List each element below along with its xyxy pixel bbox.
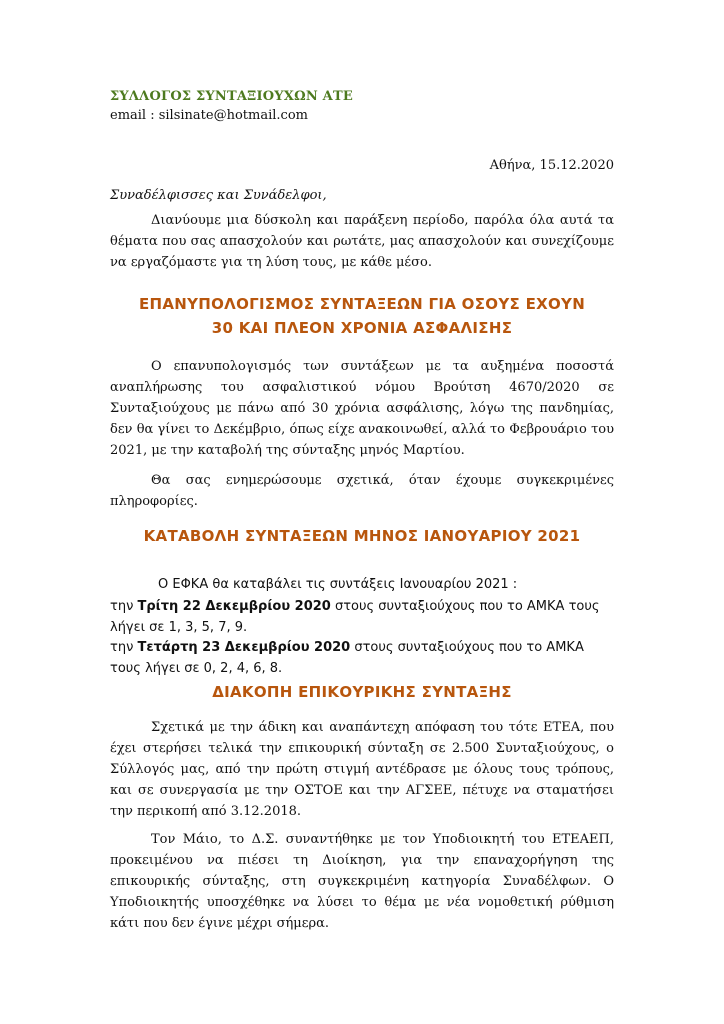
section1-paragraph2: Θα σας ενημερώσουμε σχετικά, όταν έχουμε συγκεκριμένες πληροφορίες.	[110, 473, 614, 509]
payment-item-2-prefix: την	[110, 640, 138, 655]
date-line: Αθήνα, 15.12.2020	[489, 158, 614, 173]
payment-item-2	[110, 637, 614, 679]
intro-paragraph: Διανύουμε μια δύσκολη και παράξενη περίοδο, παρόλα όλα αυτά τα θέματα που σας απασχολούν και ρωτάτε, μας απασχολούν και συνεχίζουμε να εργαζόμαστε για τη λύση τους, με κάθε μέσο.	[110, 213, 614, 270]
payment-item-1-prefix: την	[110, 599, 138, 614]
payment-item-2-date: Τετάρτη 23 Δεκεμβρίου 2020	[137, 640, 351, 655]
greeting: Συναδέλφισσες και Συνάδελφοι,	[110, 188, 327, 203]
payment-item-1	[110, 596, 614, 638]
payment-item-1-date: Τρίτη 22 Δεκεμβρίου 2020	[137, 599, 331, 614]
section3-paragraph2: Τον Μάιο, το Δ.Σ. συναντήθηκε με τον Υποδιοικητή του ΕΤΕΑΕΠ, προκειμένου να πιέσει τη Διοίκηση, για την επαναχορήγηση της επικουρικής σύνταξης, στη συγκεκριμένη κατηγορία Συναδέλφων. Ο Υποδιοικητής υποσχέθηκε να λύσει το θέμα με νέα νομοθετική ρύθμιση κάτι που δεν έγινε μέχρι σήμερα.	[110, 832, 614, 931]
payment-item-2-suffix: στους συνταξιούχους που το ΑΜΚΑ τους λήγει σε 0, 2, 4, 6, 8.	[110, 640, 584, 676]
organization-name: ΣΥΛΛΟΓΟΣ ΣΥΝΤΑΞΙΟΥΧΩΝ ΑΤΕ	[110, 89, 353, 104]
section1-paragraph1: Ο επανυπολογισμός των συντάξεων με τα αυξημένα ποσοστά αναπλήρωσης του ασφαλιστικού νόμου Βρούτση 4670/2020 σε Συνταξιούχους με πάνω από 30 χρόνια ασφάλισης, λόγω της πανδημίας, δεν θα γίνει το Δεκέμβριο, όπως είχε ανακοινωθεί, αλλά το Φεβρουάριο του 2021, με την καταβολή της σύνταξης μηνός Μαρτίου.	[110, 359, 614, 458]
section1-heading-line2: 30 ΚΑΙ ΠΛΕΟΝ ΧΡΟΝΙΑ ΑΣΦΑΛΙΣΗΣ	[211, 319, 513, 337]
section2-heading: ΚΑΤΑΒΟΛΗ ΣΥΝΤΑΞΕΩΝ ΜΗΝΟΣ ΙΑΝΟΥΑΡΙΟΥ 2021	[143, 527, 581, 545]
section3-paragraph1: Σχετικά με την άδικη και αναπάντεχη απόφαση του τότε ΕΤΕΑ, που έχει στερήσει τελικά την επικουρική σύνταξη σε 2.500 Συνταξιούχους, ο Σύλλογός μας, από την πρώτη στιγμή αντέδρασε με όλους τους τρόπους, και σε συνεργασία με την ΟΣΤΟΕ και την ΑΓΣΕΕ, πέτυχε να σταματήσει την περικοπή από 3.12.2018.	[110, 720, 614, 819]
section1-heading-line1: ΕΠΑΝΥΠΟΛΟΓΙΣΜΟΣ ΣΥΝΤΑΞΕΩΝ ΓΙΑ ΟΣΟΥΣ ΕΧΟΥΝ	[138, 295, 586, 313]
email-line: email : silsinate@hotmail.com	[110, 108, 308, 123]
section2-intro: Ο ΕΦΚΑ θα καταβάλει τις συντάξεις Ιανουαρίου 2021 :	[158, 577, 518, 592]
payment-item-1-suffix: στους συνταξιούχους που το ΑΜΚΑ τους λήγει σε 1, 3, 5, 7, 9.	[110, 599, 600, 635]
section1-heading	[110, 292, 614, 340]
section3-heading: ΔΙΑΚΟΠΗ ΕΠΙΚΟΥΡΙΚΗΣ ΣΥΝΤΑΞΗΣ	[212, 683, 512, 701]
